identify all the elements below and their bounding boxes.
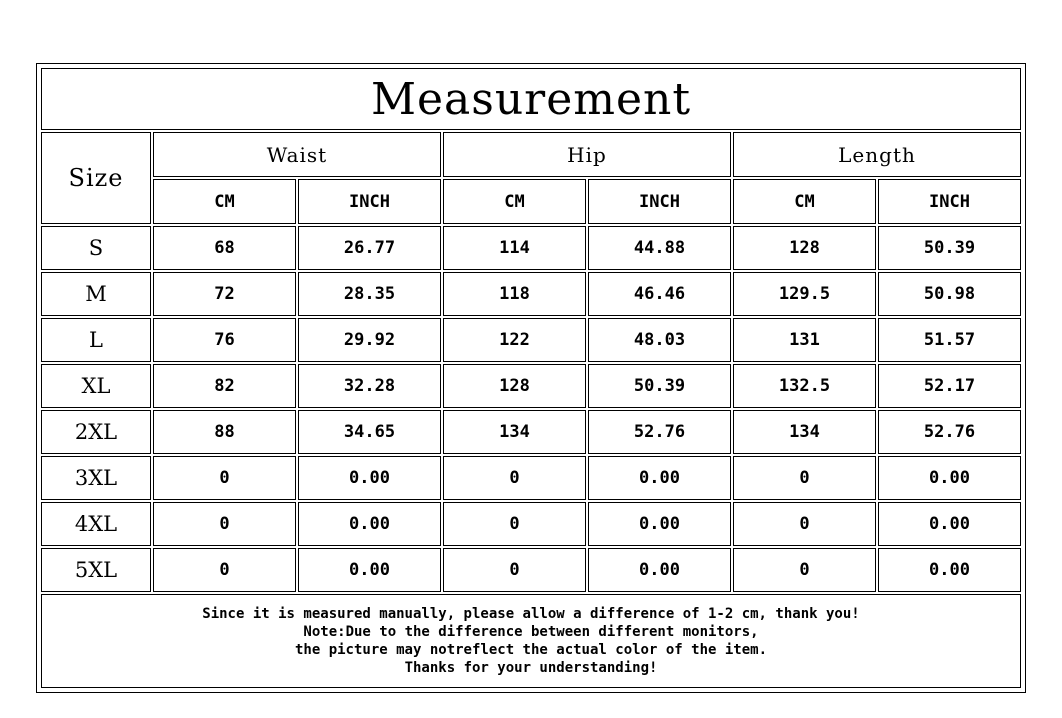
waist-inch-cell: 0.00 bbox=[298, 502, 441, 546]
note-line: the picture may notreflect the actual color of the item. bbox=[294, 642, 767, 658]
hip-inch-cell: 44.88 bbox=[588, 226, 731, 270]
length-cm-cell: 134 bbox=[733, 410, 876, 454]
waist-cm-cell: 82 bbox=[153, 364, 296, 408]
size-label: 3XL bbox=[41, 456, 151, 500]
waist-inch-cell: 29.92 bbox=[298, 318, 441, 362]
size-label: S bbox=[41, 226, 151, 270]
unit-header-hip-cm: CM bbox=[443, 179, 586, 224]
waist-inch-cell: 34.65 bbox=[298, 410, 441, 454]
waist-inch-cell: 28.35 bbox=[298, 272, 441, 316]
length-cm-cell: 0 bbox=[733, 502, 876, 546]
table-row bbox=[41, 272, 1021, 316]
table-row bbox=[41, 410, 1021, 454]
group-header-length: Length bbox=[733, 132, 1021, 177]
size-label: 5XL bbox=[41, 548, 151, 592]
waist-inch-cell: 0.00 bbox=[298, 548, 441, 592]
group-header-waist: Waist bbox=[153, 132, 441, 177]
chart-title: Measurement bbox=[370, 73, 692, 125]
hip-cm-cell: 128 bbox=[443, 364, 586, 408]
length-cm-cell: 129.5 bbox=[733, 272, 876, 316]
waist-inch-cell: 32.28 bbox=[298, 364, 441, 408]
waist-cm-cell: 68 bbox=[153, 226, 296, 270]
note-line: Note:Due to the difference between different monitors, bbox=[303, 624, 759, 640]
title-row bbox=[41, 68, 1021, 130]
waist-inch-cell: 26.77 bbox=[298, 226, 441, 270]
unit-header-length-inch: INCH bbox=[878, 179, 1021, 224]
title-cell bbox=[41, 68, 1021, 130]
size-label: 4XL bbox=[41, 502, 151, 546]
unit-header-hip-inch: INCH bbox=[588, 179, 731, 224]
waist-cm-cell: 0 bbox=[153, 502, 296, 546]
waist-cm-cell: 76 bbox=[153, 318, 296, 362]
hip-inch-cell: 52.76 bbox=[588, 410, 731, 454]
hip-inch-cell: 0.00 bbox=[588, 548, 731, 592]
hip-inch-cell: 0.00 bbox=[588, 502, 731, 546]
size-label: XL bbox=[41, 364, 151, 408]
size-column-header: Size bbox=[41, 132, 151, 224]
size-label: M bbox=[41, 272, 151, 316]
waist-cm-cell: 0 bbox=[153, 548, 296, 592]
group-header-hip: Hip bbox=[443, 132, 731, 177]
size-label: L bbox=[41, 318, 151, 362]
length-cm-cell: 131 bbox=[733, 318, 876, 362]
length-inch-cell: 52.17 bbox=[878, 364, 1021, 408]
table-row bbox=[41, 364, 1021, 408]
hip-cm-cell: 122 bbox=[443, 318, 586, 362]
table-row bbox=[41, 226, 1021, 270]
length-cm-cell: 128 bbox=[733, 226, 876, 270]
length-inch-cell: 50.39 bbox=[878, 226, 1021, 270]
length-inch-cell: 0.00 bbox=[878, 502, 1021, 546]
length-inch-cell: 50.98 bbox=[878, 272, 1021, 316]
length-inch-cell: 0.00 bbox=[878, 548, 1021, 592]
group-header-row bbox=[41, 132, 1021, 177]
hip-inch-cell: 46.46 bbox=[588, 272, 731, 316]
hip-inch-cell: 48.03 bbox=[588, 318, 731, 362]
note-row bbox=[41, 594, 1021, 688]
hip-cm-cell: 118 bbox=[443, 272, 586, 316]
hip-cm-cell: 0 bbox=[443, 456, 586, 500]
note-line: Since it is measured manually, please allow a difference of 1-2 cm, thank you! bbox=[202, 606, 860, 622]
length-cm-cell: 0 bbox=[733, 548, 876, 592]
table-row bbox=[41, 548, 1021, 592]
length-inch-cell: 0.00 bbox=[878, 456, 1021, 500]
hip-cm-cell: 0 bbox=[443, 548, 586, 592]
waist-cm-cell: 72 bbox=[153, 272, 296, 316]
table-row bbox=[41, 318, 1021, 362]
size-label: 2XL bbox=[41, 410, 151, 454]
size-chart-table bbox=[39, 66, 1023, 690]
hip-inch-cell: 0.00 bbox=[588, 456, 731, 500]
unit-header-waist-inch: INCH bbox=[298, 179, 441, 224]
hip-inch-cell: 50.39 bbox=[588, 364, 731, 408]
hip-cm-cell: 114 bbox=[443, 226, 586, 270]
note-line: Thanks for your understanding! bbox=[404, 660, 658, 676]
length-cm-cell: 132.5 bbox=[733, 364, 876, 408]
length-cm-cell: 0 bbox=[733, 456, 876, 500]
size-chart-frame bbox=[36, 63, 1026, 693]
unit-header-length-cm: CM bbox=[733, 179, 876, 224]
unit-header-waist-cm: CM bbox=[153, 179, 296, 224]
waist-cm-cell: 88 bbox=[153, 410, 296, 454]
table-row bbox=[41, 502, 1021, 546]
note-cell bbox=[41, 594, 1021, 688]
length-inch-cell: 51.57 bbox=[878, 318, 1021, 362]
waist-inch-cell: 0.00 bbox=[298, 456, 441, 500]
hip-cm-cell: 0 bbox=[443, 502, 586, 546]
hip-cm-cell: 134 bbox=[443, 410, 586, 454]
unit-header-row bbox=[41, 179, 1021, 224]
waist-cm-cell: 0 bbox=[153, 456, 296, 500]
length-inch-cell: 52.76 bbox=[878, 410, 1021, 454]
table-row bbox=[41, 456, 1021, 500]
